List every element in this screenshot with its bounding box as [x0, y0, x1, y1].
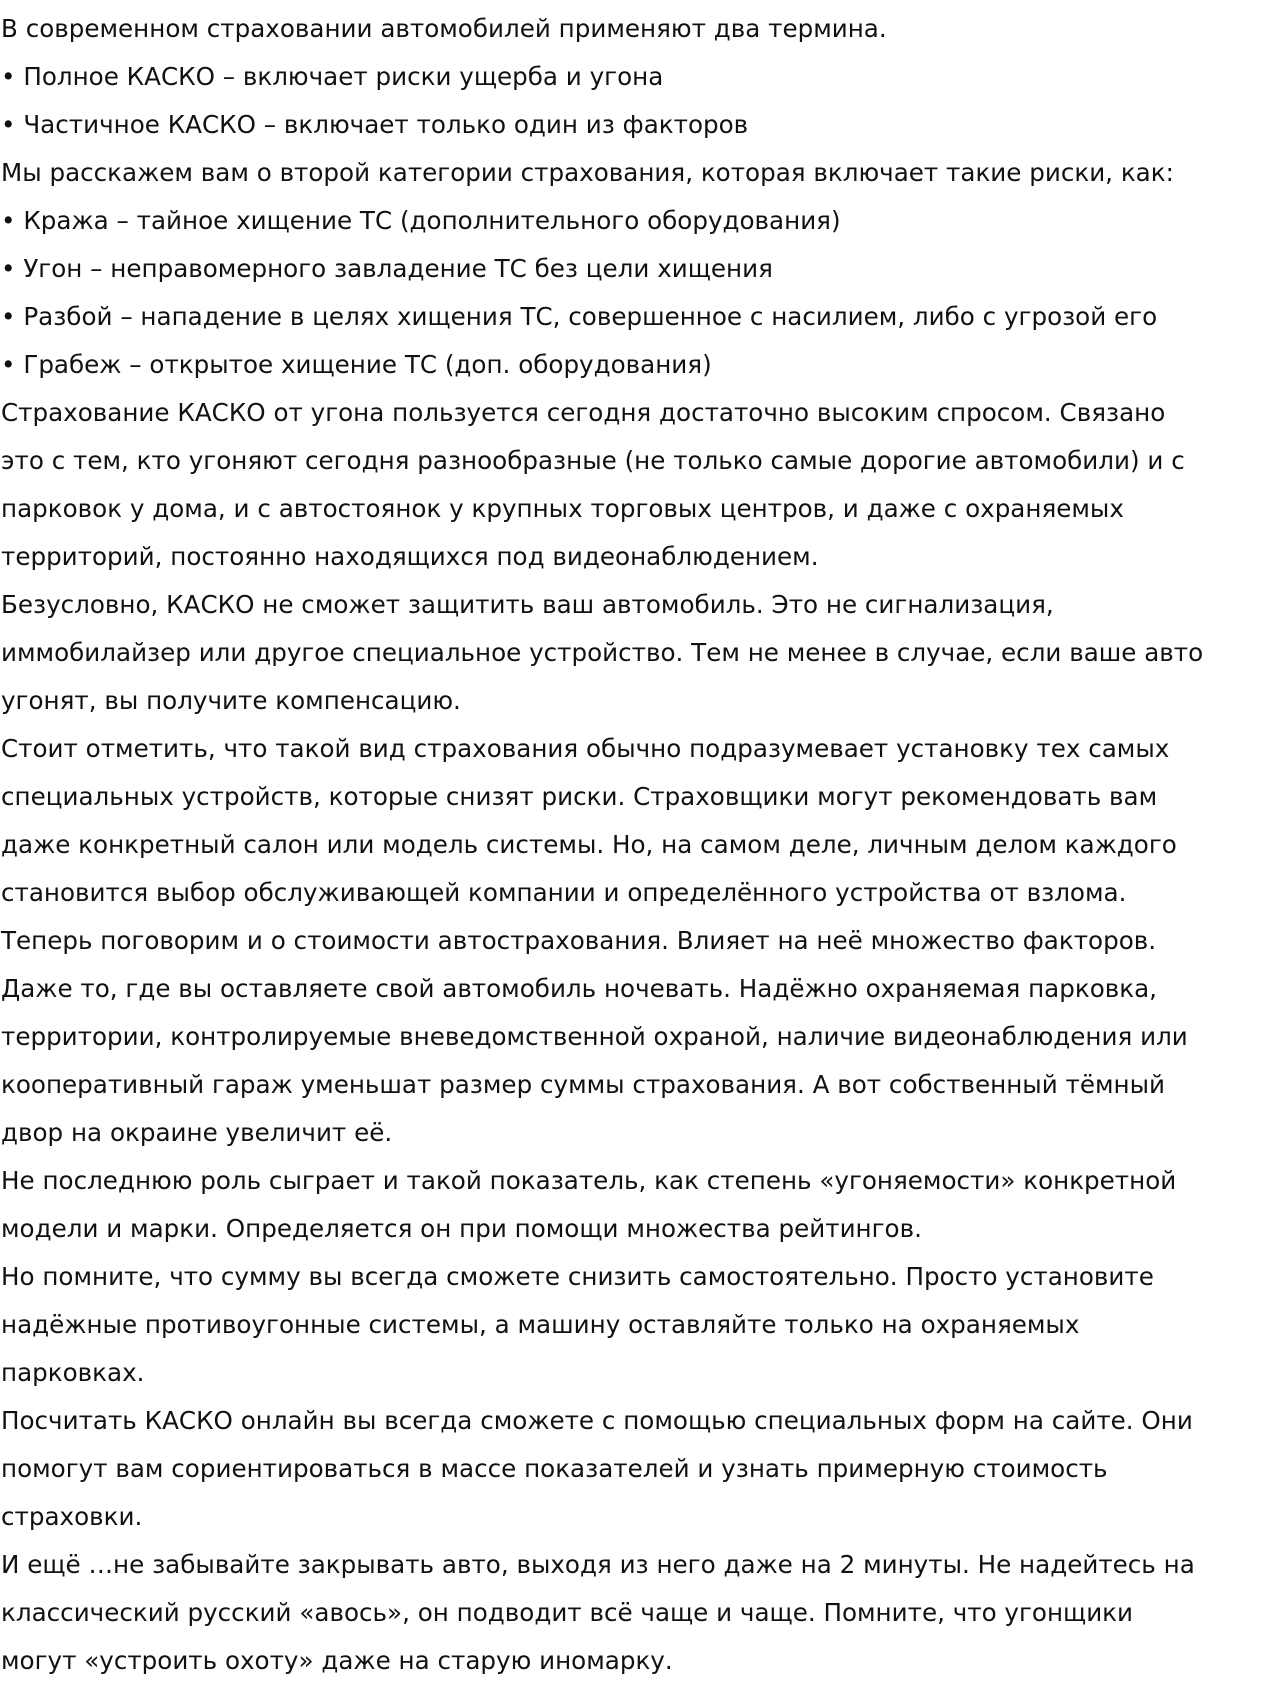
paragraph-reduce — [1, 1253, 1270, 1397]
list-item-full-kasko: • Полное КАСКО – включает риски ущерба и угона — [1, 62, 664, 91]
list-item-theft: • Кража – тайное хищение ТС (дополнительного оборудования) — [1, 206, 841, 235]
paragraph-line: И ещё …не забывайте закрывать авто, выходя из него даже на 2 минуты. Не надейтесь на — [1, 1550, 1195, 1579]
paragraph-line: Не последнюю роль сыграет и такой показатель, как степень «угоняемости» конкретной — [1, 1166, 1177, 1195]
paragraph-line: могут «устроить охоту» даже на старую иномарку. — [1, 1646, 673, 1675]
paragraph-line: модели и марки. Определяется он при помощи множества рейтингов. — [1, 1214, 922, 1243]
paragraph-line: парковок у дома, и с автостоянок у крупных торговых центров, и даже с охраняемых — [1, 494, 1124, 523]
paragraph-parking — [1, 965, 1270, 1157]
paragraph-line: Теперь поговорим и о стоимости автострахования. Влияет на неё множество факторов. — [1, 926, 1157, 955]
paragraph-line: это с тем, кто угоняют сегодня разнообразные (не только самые дорогие автомобили) и с — [1, 446, 1185, 475]
intro-line: В современном страховании автомобилей применяют два термина. — [1, 14, 887, 43]
paragraph-line: территории, контролируемые вневедомственной охраной, наличие видеонаблюдения или — [1, 1022, 1188, 1051]
list-item-partial-kasko: • Частичное КАСКО – включает только один из факторов — [1, 110, 749, 139]
paragraph-online — [1, 1397, 1270, 1541]
paragraph-line: Посчитать КАСКО онлайн вы всегда сможете с помощью специальных форм на сайте. Они — [1, 1406, 1193, 1435]
list-item-robbery: • Разбой – нападение в целях хищения ТС, совершенное с насилием, либо с угрозой его — [1, 302, 1158, 331]
paragraph-line: угонят, вы получите компенсацию. — [1, 686, 461, 715]
paragraph-line: страховки. — [1, 1502, 143, 1531]
paragraph-line: двор на окраине увеличит её. — [1, 1118, 393, 1147]
paragraph-devices — [1, 725, 1270, 917]
paragraph-line: Даже то, где вы оставляете свой автомобиль ночевать. Надёжно охраняемая парковка, — [1, 974, 1158, 1003]
paragraph-line: Безусловно, КАСКО не сможет защитить ваш автомобиль. Это не сигнализация, — [1, 590, 1054, 619]
risks-intro-line: Мы расскажем вам о второй категории страхования, которая включает такие риски, как: — [1, 158, 1174, 187]
paragraph-rating — [1, 1157, 1270, 1253]
paragraph-line: классический русский «авось», он подводит всё чаще и чаще. Помните, что угонщики — [1, 1598, 1134, 1627]
paragraph-line: помогут вам сориентироваться в массе показателей и узнать примерную стоимость — [1, 1454, 1108, 1483]
paragraph-line: парковках. — [1, 1358, 145, 1387]
paragraph-line: даже конкретный салон или модель системы. Но, на самом деле, личным делом каждого — [1, 830, 1177, 859]
paragraph-line: Страхование КАСКО от угона пользуется сегодня достаточно высоким спросом. Связано — [1, 398, 1166, 427]
paragraph-line: кооперативный гараж уменьшат размер суммы страхования. А вот собственный тёмный — [1, 1070, 1166, 1099]
paragraph-line: становится выбор обслуживающей компании и определённого устройства от взлома. — [1, 878, 1127, 907]
paragraph-protection — [1, 581, 1270, 725]
list-item-hijack: • Угон – неправомерного завладение ТС без цели хищения — [1, 254, 773, 283]
paragraph-line: надёжные противоугонные системы, а машину оставляйте только на охраняемых — [1, 1310, 1080, 1339]
paragraph-line: Но помните, что сумму вы всегда сможете снизить самостоятельно. Просто установите — [1, 1262, 1154, 1291]
paragraph-demand — [1, 389, 1270, 581]
paragraph-cost — [1, 917, 1270, 965]
list-item-plunder: • Грабеж – открытое хищение ТС (доп. оборудования) — [1, 350, 712, 379]
paragraph-line: иммобилайзер или другое специальное устройство. Тем не менее в случае, если ваше авто — [1, 638, 1204, 667]
paragraph-line: специальных устройств, которые снизят риски. Страховщики могут рекомендовать вам — [1, 782, 1158, 811]
paragraph-closing — [1, 1541, 1270, 1685]
paragraph-line: Стоит отметить, что такой вид страхования обычно подразумевает установку тех самых — [1, 734, 1170, 763]
paragraph-line: территорий, постоянно находящихся под видеонаблюдением. — [1, 542, 819, 571]
